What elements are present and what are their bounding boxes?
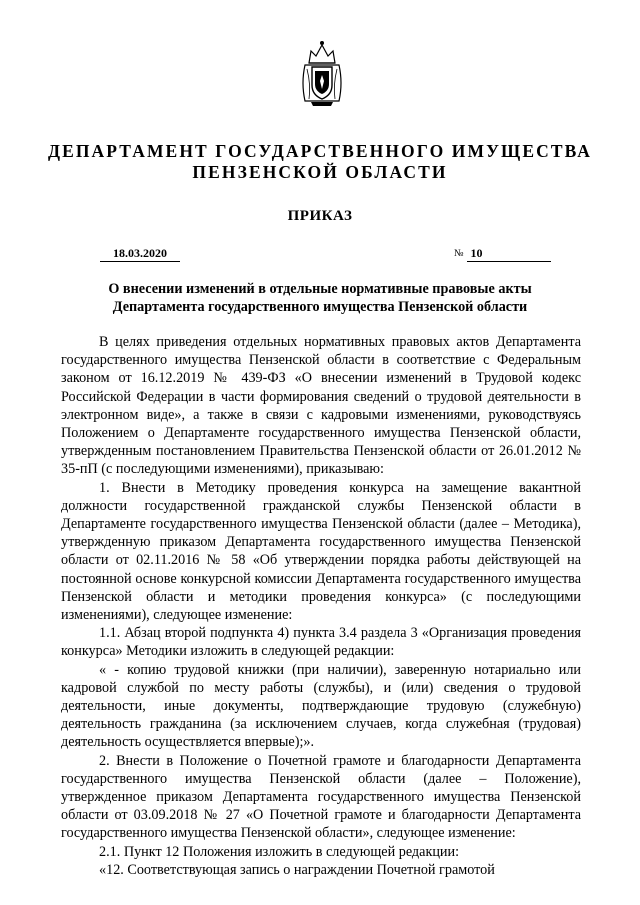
body-paragraph-1: 1. Внести в Методику проведения конкурса на замещение вакантной должности государственной гражданской службы Пензенской области в Департаменте государственного имущества Пензенской области (далее – Методика), утвержденную приказом Департамента государственного имущества Пензенской области от 02.11.2016 № 58 «Об утверждении порядка работы действующей на постоянной основе конкурсной комиссии Департамента государственного имущества Пензенской области и методики проведения конкурса» (с последующими изменениями), следующее изменение: [61, 479, 581, 624]
body-paragraph-preamble: В целях приведения отдельных нормативных правовых актов Департамента государственного имущества Пензенской области в соответствие с Федеральным законом от 16.12.2019 № 439-ФЗ «О внесении изменений в Трудовой кодекс Российской Федерации в части формирования сведений о трудовой деятельности в электронном виде», а также в связи с кадровыми изменениями, руководствуясь Положением о Департаменте государственного имущества Пензенской области, утвержденным постановлением Правительства Пензенской области от 26.01.2012 № 35-пП (с последующими изменениями), приказываю: [61, 334, 581, 478]
order-subject-line1: О внесении изменений в отдельные нормативные правовые акты [108, 281, 532, 297]
order-number-value: 10 [467, 245, 551, 262]
order-date: 18.03.2020 [100, 245, 180, 262]
document-type-title: ПРИКАЗ [287, 208, 353, 224]
order-number [454, 245, 551, 262]
department-name [0, 141, 640, 183]
coat-of-arms-icon [297, 39, 347, 109]
document-body [61, 333, 581, 879]
body-paragraph-2: 2. Внести в Положение о Почетной грамоте и благодарности Департамента государственного имущества Пензенской области (далее – Положение), утвержденное приказом Департамента государственного имущества Пензенской области от 03.09.2018 № 27 «О Почетной грамоте и благодарности Департамента государственного имущества Пензенской области», следующее изменение: [61, 752, 581, 842]
order-subject [60, 280, 580, 316]
number-sign: № [454, 248, 464, 259]
body-paragraph-1-1: 1.1. Абзац второй подпункта 4) пункта 3.4 раздела 3 «Организация проведения конкурса» Методики изложить в следующей редакции: [61, 625, 581, 660]
order-subject-line2: Департамента государственного имущества Пензенской области [112, 299, 528, 315]
body-paragraph-12: «12. Соответствующая запись о награждении Почетной грамотой [99, 861, 495, 878]
body-paragraph-quote: « - копию трудовой книжки (при наличии), заверенную нотариально или кадровой службой по месту работы (службы), и (или) сведения о трудовой деятельности, иные документы, подтверждающие трудовую (служебную) деятельность гражданина (за исключением случаев, когда служебная (трудовая) деятельность осуществляется впервые);». [61, 661, 581, 751]
body-paragraph-2-1: 2.1. Пункт 12 Положения изложить в следующей редакции: [99, 843, 460, 860]
department-name-line2: ПЕНЗЕНСКОЙ ОБЛАСТИ [192, 162, 448, 182]
department-name-line1: ДЕПАРТАМЕНТ ГОСУДАРСТВЕННОГО ИМУЩЕСТВА [47, 141, 593, 161]
